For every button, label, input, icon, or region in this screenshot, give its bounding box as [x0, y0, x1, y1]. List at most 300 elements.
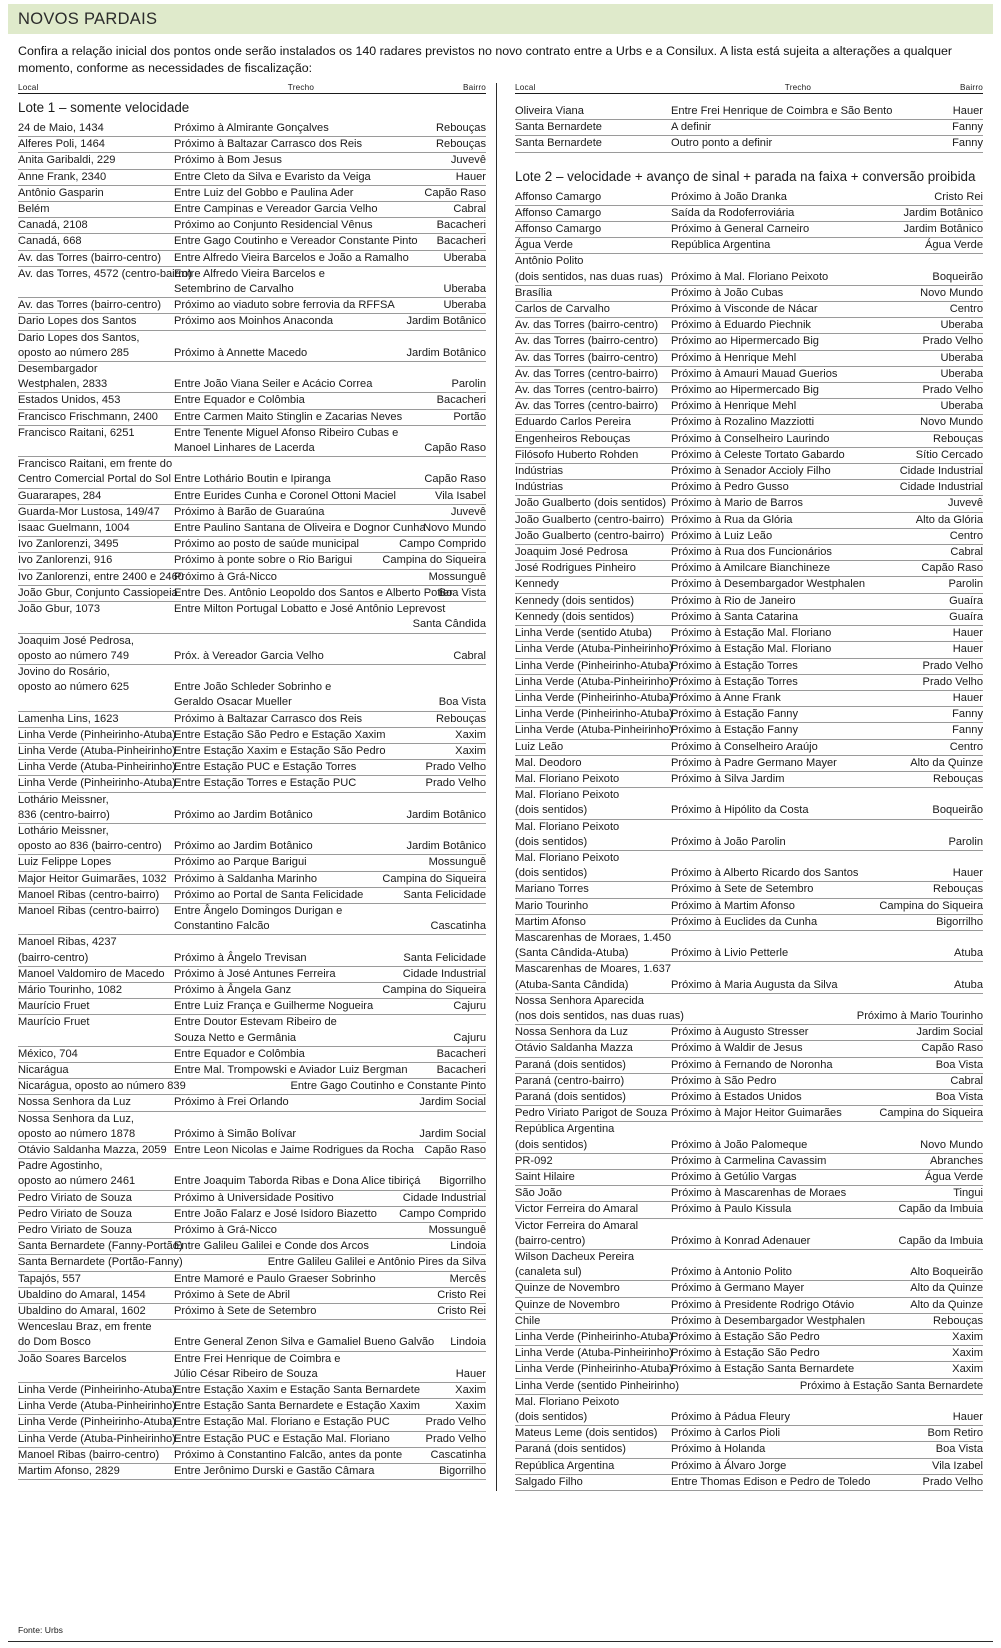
table-row — [515, 1346, 983, 1362]
cell-local: Santa Bernardete — [515, 136, 671, 152]
cell-bairro: Rebouças — [827, 771, 983, 787]
cell-bairro: Campina do Siqueira — [330, 553, 486, 569]
footer-rule — [8, 1641, 993, 1642]
cell-local: Engenheiros Rebouças — [515, 431, 671, 447]
cell-trecho: Entre João Viana Seiler e Acácio Correa — [174, 377, 330, 393]
table-row — [515, 1122, 983, 1138]
cell-bairro: Cristo Rei — [827, 190, 983, 206]
cell-bairro — [330, 664, 486, 680]
cell-trecho: Próximo à Ângelo Trevisan — [174, 951, 330, 967]
cell-trecho: Próximo à General Carneiro — [671, 222, 827, 238]
table-row — [515, 898, 983, 914]
table-row — [515, 1041, 983, 1057]
cell-bairro — [827, 993, 983, 1009]
cell-trecho: Geraldo Osacar Mueller — [174, 695, 330, 711]
table-row — [515, 1394, 983, 1410]
cell-local: Affonso Camargo — [515, 190, 671, 206]
cell-local: Canadá, 2108 — [18, 218, 174, 234]
cell-trecho — [671, 1218, 827, 1234]
section-lote-1 — [18, 94, 486, 121]
table-row — [18, 1079, 486, 1095]
table-row — [515, 302, 983, 318]
cell-trecho: Entre Estação São Pedro e Estação Xaxim — [174, 727, 330, 743]
cell-trecho: Próximo à Rozalino Mazziotti — [671, 415, 827, 431]
cell-local — [18, 617, 174, 633]
cell-local: Luiz Leão — [515, 739, 671, 755]
cell-trecho: Entre Estação Xaxim e Estação São Pedro — [174, 743, 330, 759]
table-row — [18, 776, 486, 792]
cell-trecho: Entre Estação Santa Bernardete e Estação Xaxim — [174, 1399, 330, 1415]
cell-local: (dois sentidos) — [515, 835, 671, 851]
cell-local: oposto ao 836 (bairro-centro) — [18, 839, 174, 855]
cell-trecho: Próximo à Baltazar Carrasco dos Reis — [174, 711, 330, 727]
cell-bairro: Boa Vista — [330, 585, 486, 601]
cell-local: Jovino do Rosário, — [18, 665, 110, 678]
cell-local: Ivo Zanlorenzi, entre 2400 e 2460 — [18, 569, 174, 585]
table-row — [18, 966, 486, 982]
right-column-header — [515, 83, 983, 94]
cell-local: (dois sentidos, nas duas ruas) — [515, 270, 671, 286]
cell-local: Padre Agostinho, — [18, 1160, 103, 1173]
cell-local: Linha Verde (Atuba-Pinheirinho) — [515, 642, 671, 658]
cell-trecho: Entre João Falarz e José Isidoro Biazetto — [174, 1206, 330, 1222]
cell-local: PR-092 — [515, 1153, 671, 1169]
header-local: Local — [515, 83, 536, 92]
table-row — [18, 1062, 486, 1078]
cell-trecho: Próximo à Desembargador Westphalen — [671, 577, 827, 593]
table-row — [515, 850, 983, 866]
cell-trecho: Setembrino de Carvalho — [174, 282, 330, 298]
table-row — [18, 871, 486, 887]
table-row-continuation — [18, 441, 486, 457]
cell-bairro: Sítio Cercado — [827, 447, 983, 463]
table-row-continuation — [18, 282, 486, 298]
cell-bairro: Jardim Botânico — [330, 346, 486, 362]
cell-local: Paraná (dois sentidos) — [515, 1442, 671, 1458]
cell-local: Av. das Torres (centro-bairro) — [515, 383, 671, 399]
cell-local: (Atuba-Santa Cândida) — [515, 978, 671, 994]
table-row-continuation — [18, 617, 486, 633]
table-row — [18, 664, 486, 680]
table-row — [18, 1431, 486, 1447]
cell-bairro: Mossunguê — [330, 855, 486, 871]
cell-local: Av. das Torres (centro-bairro) — [515, 366, 671, 382]
table-row — [18, 585, 486, 601]
table-row-continuation — [18, 695, 486, 711]
cell-bairro: Hauer — [827, 626, 983, 642]
cell-local: Kennedy (dois sentidos) — [515, 609, 671, 625]
cell-bairro: Hauer — [827, 1410, 983, 1426]
cell-local: Mascarenhas de Moares, 1.637 — [515, 963, 672, 976]
cell-bairro: Alto Boqueirão — [827, 1265, 983, 1281]
cell-local: Tapajós, 557 — [18, 1271, 174, 1287]
cell-trecho: Próximo à Grá-Nicco — [174, 1223, 330, 1239]
cell-trecho: Próximo à Constantino Falcão, antes da ponte — [174, 1447, 330, 1463]
cell-bairro: Atuba — [827, 946, 983, 962]
cell-bairro: Guaíra — [827, 609, 983, 625]
cell-local: Mário Tourinho, 1082 — [18, 982, 174, 998]
cell-trecho — [671, 962, 827, 978]
cell-trecho: Próximo ao Jardim Botânico — [174, 808, 330, 824]
cell-trecho: Saída da Rodoferroviária — [671, 205, 827, 221]
cell-trecho: Próximo à Alberto Ricardo dos Santos — [671, 866, 827, 882]
table-row — [515, 464, 983, 480]
cell-trecho: Próximo aos Moinhos Anaconda — [174, 314, 330, 330]
table-row — [515, 512, 983, 528]
cell-local: oposto ao número 2461 — [18, 1174, 174, 1190]
section-title: Lote 2 – velocidade + avanço de sinal + parada na faixa + conversão proibida — [515, 168, 976, 184]
cell-bairro: Capão Raso — [827, 1041, 983, 1057]
cell-bairro: Boa Vista — [827, 1057, 983, 1073]
cell-local: Major Heitor Guimarães, 1032 — [18, 871, 174, 887]
table-row — [515, 1313, 983, 1329]
cell-trecho: Próximo à Pedro Gusso — [671, 480, 827, 496]
cell-local: (nos dois sentidos, nas duas ruas) — [515, 1009, 671, 1025]
cell-bairro: Cidade Industrial — [330, 1190, 486, 1206]
cell-local: Dario Lopes dos Santos — [18, 314, 174, 330]
cell-bairro — [330, 330, 486, 346]
section-title: Lote 1 – somente velocidade — [18, 100, 190, 115]
cell-bairro: Xaxim — [330, 1399, 486, 1415]
spacer-cell — [515, 94, 983, 104]
cell-trecho: Próximo ao Portal de Santa Felicidade — [174, 887, 330, 903]
cell-local: Chile — [515, 1313, 671, 1329]
header-bairro: Bairro — [462, 83, 486, 92]
cell-bairro: Boqueirão — [827, 270, 983, 286]
cell-bairro: Cascatinha — [330, 919, 486, 935]
table-row — [515, 609, 983, 625]
cell-bairro: Capão da Imbuia — [827, 1202, 983, 1218]
cell-trecho: Entre Gago Coutinho e Constante Pinto — [174, 1079, 486, 1095]
table-row — [18, 137, 486, 153]
cell-trecho: Próximo à Carmelina Cavassim — [671, 1153, 827, 1169]
cell-bairro: Cidade Industrial — [827, 480, 983, 496]
cell-bairro: Centro — [827, 739, 983, 755]
table-row — [18, 488, 486, 504]
cell-local: Av. das Torres (bairro-centro) — [18, 298, 174, 314]
cell-trecho: Próximo à Estados Unidos — [671, 1089, 827, 1105]
cell-local: Ubaldino do Amaral, 1602 — [18, 1304, 174, 1320]
cell-bairro — [827, 788, 983, 804]
cell-trecho: Entre Estação Torres e Estação PUC — [174, 776, 330, 792]
cell-trecho — [174, 792, 330, 808]
table-row — [515, 1025, 983, 1041]
cell-local: Brasília — [515, 285, 671, 301]
cell-bairro: Alto da Quinze — [827, 1297, 983, 1313]
cell-bairro: Abranches — [827, 1153, 983, 1169]
cell-local: (dois sentidos) — [515, 803, 671, 819]
cell-local: São João — [515, 1186, 671, 1202]
cell-bairro: Jardim Botânico — [827, 205, 983, 221]
cell-bairro: Xaxim — [827, 1346, 983, 1362]
table-row — [515, 1218, 983, 1234]
cell-trecho: Próximo à Estação Santa Bernardete — [671, 1378, 983, 1394]
cell-trecho: A definir — [671, 120, 827, 136]
cell-trecho — [174, 617, 330, 633]
cell-local: João Soares Barcelos — [18, 1352, 127, 1365]
cell-local — [18, 919, 174, 935]
cell-trecho: Próximo à Padre Germano Mayer — [671, 755, 827, 771]
table-row — [515, 545, 983, 561]
cell-local: Paraná (dois sentidos) — [515, 1089, 671, 1105]
cell-bairro: Prado Velho — [827, 1474, 983, 1490]
cell-bairro: Cabral — [827, 545, 983, 561]
cell-local: oposto ao número 1878 — [18, 1127, 174, 1143]
cell-trecho: Júlio César Ribeiro de Souza — [174, 1367, 330, 1383]
cell-trecho: Próximo ao Conjunto Residencial Vênus — [174, 218, 330, 234]
cell-bairro: Uberaba — [330, 298, 486, 314]
cell-local: Antônio Gasparin — [18, 185, 174, 201]
cell-trecho — [671, 850, 827, 866]
cell-bairro: Bacacheri — [330, 234, 486, 250]
cell-trecho: Próximo à Euclides da Cunha — [671, 914, 827, 930]
table-row — [18, 602, 486, 618]
cell-trecho: Entre Gago Coutinho e Vereador Constante Pinto — [174, 234, 330, 250]
table-row — [18, 1447, 486, 1463]
table-row — [18, 1143, 486, 1159]
table-row — [515, 318, 983, 334]
cell-local: Linha Verde (Pinheirinho-Atuba) — [18, 1383, 174, 1399]
table-row — [515, 962, 983, 978]
cell-local: Av. das Torres (bairro-centro) — [515, 350, 671, 366]
cell-trecho: Próximo à Mal. Floriano Peixoto — [671, 270, 827, 286]
table-row-continuation — [515, 866, 983, 882]
cell-local — [18, 282, 174, 298]
table-row — [18, 569, 486, 585]
table-row — [515, 238, 983, 254]
cell-local: Carlos de Carvalho — [515, 302, 671, 318]
table-row — [515, 415, 983, 431]
table-row — [18, 1095, 486, 1111]
cell-local — [18, 441, 174, 457]
cell-bairro — [827, 254, 983, 270]
cell-local: Guarda-Mor Lustosa, 149/47 — [18, 504, 174, 520]
cell-trecho: Próximo à São Pedro — [671, 1073, 827, 1089]
cell-trecho: Próximo à Hipólito da Costa — [671, 803, 827, 819]
cell-bairro: Bigorrilho — [330, 1464, 486, 1480]
cell-trecho: Entre Frei Henrique de Coimbra e — [174, 1352, 341, 1365]
cell-bairro — [827, 1394, 983, 1410]
cell-trecho: Entre Mamoré e Paulo Graeser Sobrinho — [174, 1271, 330, 1287]
cell-bairro: Cabral — [330, 649, 486, 665]
cell-trecho — [671, 993, 827, 1009]
footer-area — [8, 1618, 993, 1642]
cell-local: João Gualberto (centro-bairro) — [515, 512, 671, 528]
table-row-continuation — [18, 1367, 486, 1383]
cell-bairro — [330, 823, 486, 839]
cell-local: Ivo Zanlorenzi, 3495 — [18, 537, 174, 553]
cell-bairro: Rebouças — [827, 1313, 983, 1329]
table-row — [515, 1170, 983, 1186]
cell-trecho — [671, 254, 827, 270]
cell-local: (canaleta sul) — [515, 1265, 671, 1281]
cell-bairro: Jardim Social — [330, 1095, 486, 1111]
table-row — [18, 121, 486, 137]
cell-local: Av. das Torres, 4572 (centro-bairro) — [18, 267, 192, 280]
cell-bairro: Alto da Quinze — [827, 1281, 983, 1297]
table-row-continuation — [515, 1410, 983, 1426]
table-row — [515, 1250, 983, 1266]
table-row — [515, 480, 983, 496]
cell-bairro — [827, 1250, 983, 1266]
right-radar-table — [515, 94, 983, 1491]
cell-bairro — [330, 903, 486, 919]
cell-bairro: Cidade Industrial — [330, 966, 486, 982]
table-row — [18, 1015, 486, 1031]
cell-local: Pedro Viriato Parigot de Souza — [515, 1106, 671, 1122]
cell-trecho: Entre Equador e Colômbia — [174, 393, 330, 409]
cell-bairro: Rebouças — [330, 137, 486, 153]
cell-bairro: Alto da Glória — [827, 512, 983, 528]
cell-bairro: Juvevê — [827, 496, 983, 512]
table-row — [18, 169, 486, 185]
cell-local: Paraná (dois sentidos) — [515, 1057, 671, 1073]
table-row — [515, 593, 983, 609]
table-row — [18, 553, 486, 569]
table-row-continuation — [515, 1265, 983, 1281]
cell-local: Linha Verde (Atuba-Pinheirinho) — [18, 1431, 174, 1447]
cell-local: República Argentina — [515, 1123, 615, 1136]
cell-local: Santa Bernardete (Fanny-Portão) — [18, 1239, 174, 1255]
table-row — [18, 537, 486, 553]
cell-local: Manoel Ribas (bairro-centro) — [18, 1447, 174, 1463]
cell-bairro: Prado Velho — [330, 1431, 486, 1447]
cell-trecho: Próximo ao posto de saúde municipal — [174, 537, 330, 553]
cell-local: Mal. Floriano Peixoto — [515, 789, 620, 802]
page-title: NOVOS PARDAIS — [18, 9, 158, 28]
cell-bairro — [827, 1218, 983, 1234]
cell-trecho: Próximo à Saldanha Marinho — [174, 871, 330, 887]
cell-bairro — [330, 1320, 486, 1336]
cell-trecho — [174, 633, 330, 649]
cell-local: Linha Verde (Atuba-Pinheirinho) — [18, 743, 174, 759]
cell-local: Francisco Raitani, 6251 — [18, 426, 135, 439]
table-row — [515, 642, 983, 658]
cell-trecho — [174, 664, 330, 680]
cell-trecho: Próximo à Presidente Rodrigo Otávio — [671, 1297, 827, 1313]
table-row — [515, 496, 983, 512]
cell-trecho: Entre Lothário Boutin e Ipiranga — [174, 472, 330, 488]
cell-bairro: Hauer — [827, 866, 983, 882]
cell-bairro: Boa Vista — [827, 1089, 983, 1105]
table-row — [18, 935, 486, 951]
cell-bairro: Fanny — [827, 707, 983, 723]
cell-bairro: Juvevê — [330, 504, 486, 520]
cell-bairro: Santa Cândida — [330, 617, 486, 633]
cell-local: Ubaldino do Amaral, 1454 — [18, 1287, 174, 1303]
cell-local: Wenceslau Braz, em frente — [18, 1321, 152, 1334]
cell-local: (dois sentidos) — [515, 1410, 671, 1426]
cell-trecho: Próximo à Estação Fanny — [671, 707, 827, 723]
cell-local: Centro Comercial Portal do Sol — [18, 472, 174, 488]
cell-bairro: Uberaba — [827, 366, 983, 382]
cell-trecho: Manoel Linhares de Lacerda — [174, 441, 330, 457]
cell-local: Linha Verde (Atuba-Pinheirinho) — [515, 674, 671, 690]
cell-local: José Rodrigues Pinheiro — [515, 561, 671, 577]
cell-bairro: Uberaba — [330, 282, 486, 298]
table-row — [18, 1046, 486, 1062]
cell-trecho: Próximo à Mario de Barros — [671, 496, 827, 512]
table-row — [18, 1159, 486, 1175]
left-radar-table — [18, 94, 486, 1480]
table-row — [18, 234, 486, 250]
cell-bairro: Mercês — [330, 1271, 486, 1287]
cell-trecho: Entre Equador e Colômbia — [174, 1046, 330, 1062]
table-row — [515, 561, 983, 577]
table-row — [18, 633, 486, 649]
cell-bairro: Prado Velho — [827, 383, 983, 399]
cell-trecho: Próximo à Celeste Tortato Gabardo — [671, 447, 827, 463]
cell-bairro: Prado Velho — [827, 334, 983, 350]
cell-trecho: Entre Alfredo Vieira Barcelos e João a Ramalho — [174, 250, 330, 266]
cell-bairro: Tingui — [827, 1186, 983, 1202]
cell-local: Linha Verde (Pinheirinho-Atuba) — [515, 1362, 671, 1378]
cell-trecho: Próximo ao Hipermercado Big — [671, 383, 827, 399]
cell-local: Maurício Fruet — [18, 999, 174, 1015]
cell-local: Wilson Dacheux Pereira — [515, 1251, 634, 1264]
cell-local: Santa Bernardete (Portão-Fanny) — [18, 1255, 174, 1271]
cell-bairro — [827, 850, 983, 866]
cell-bairro: Capão Raso — [330, 1143, 486, 1159]
cell-trecho: Próximo à Mascarenhas de Moraes — [671, 1186, 827, 1202]
cell-bairro: Santa Felicidade — [330, 951, 486, 967]
cell-trecho: Entre Leon Nicolas e Jaime Rodrigues da Rocha — [174, 1143, 330, 1159]
cell-local: Mascarenhas de Moraes, 1.450 — [515, 931, 672, 944]
cell-local: João Gbur, 1073 — [18, 603, 101, 616]
table-row-continuation — [515, 1138, 983, 1154]
table-row — [515, 993, 983, 1009]
cell-bairro: Hauer — [827, 642, 983, 658]
right-column — [496, 83, 983, 1491]
table-row — [515, 1378, 983, 1394]
cell-local: Indústrias — [515, 480, 671, 496]
left-table-body — [18, 94, 486, 1480]
cell-trecho: Próximo à Fernando de Noronha — [671, 1057, 827, 1073]
cell-bairro: Parolin — [330, 377, 486, 393]
cell-bairro: Capão Raso — [330, 441, 486, 457]
cell-bairro: Parolin — [827, 835, 983, 851]
cell-local: Affonso Camargo — [515, 222, 671, 238]
cell-local: oposto ao número 285 — [18, 346, 174, 362]
cell-local: Joaquim José Pedrosa, — [18, 634, 134, 647]
cell-bairro: Vila Isabel — [330, 488, 486, 504]
table-row — [515, 254, 983, 270]
cell-trecho: Próximo ao Jardim Botânico — [174, 839, 330, 855]
table-row-continuation — [18, 808, 486, 824]
cell-bairro: Cascatinha — [330, 1447, 486, 1463]
cell-bairro: Jardim Social — [330, 1127, 486, 1143]
cell-bairro — [827, 819, 983, 835]
cell-local: Linha Verde (Pinheirinho-Atuba) — [18, 727, 174, 743]
table-row — [515, 190, 983, 206]
cell-local: Linha Verde (Pinheirinho-Atuba) — [18, 776, 174, 792]
cell-local: Linha Verde (Pinheirinho-Atuba) — [515, 707, 671, 723]
table-row — [18, 218, 486, 234]
table-row — [515, 1297, 983, 1313]
table-row — [515, 755, 983, 771]
cell-trecho — [174, 330, 330, 346]
cell-trecho: Próximo à Grá-Nicco — [174, 569, 330, 585]
cell-trecho: Entre Frei Henrique de Coimbra e São Bento — [671, 104, 827, 120]
table-row — [18, 1190, 486, 1206]
table-row — [515, 1474, 983, 1490]
cell-local: Guararapes, 284 — [18, 488, 174, 504]
cell-trecho: Próximo à Almirante Gonçalves — [174, 121, 330, 137]
table-row — [515, 690, 983, 706]
cell-trecho: Próximo à Visconde de Nácar — [671, 302, 827, 318]
table-row-continuation — [515, 835, 983, 851]
table-row — [515, 447, 983, 463]
